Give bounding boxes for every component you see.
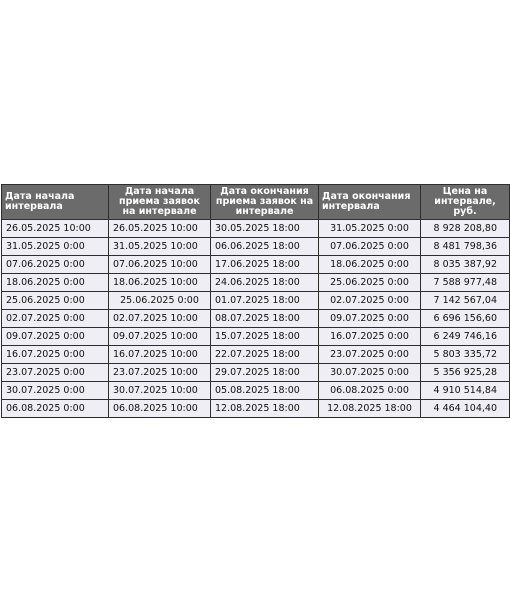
table-row	[2, 364, 510, 382]
cell-interval-price: 8 928 208,80	[421, 220, 510, 238]
header-interval-end: Дата окончания интервала	[319, 185, 421, 220]
table-row	[2, 256, 510, 274]
table-row	[2, 310, 510, 328]
cell-interval-end: 12.08.2025 18:00	[319, 400, 421, 418]
cell-interval-start: 23.07.2025 0:00	[2, 364, 109, 382]
cell-interval-end: 02.07.2025 0:00	[319, 292, 421, 310]
cell-application-end: 06.06.2025 18:00	[211, 238, 319, 256]
cell-interval-end: 25.06.2025 0:00	[319, 274, 421, 292]
cell-application-start: 30.07.2025 10:00	[109, 382, 211, 400]
cell-application-start: 16.07.2025 10:00	[109, 346, 211, 364]
cell-application-end: 29.07.2025 18:00	[211, 364, 319, 382]
table-row	[2, 346, 510, 364]
cell-interval-price: 5 803 335,72	[421, 346, 510, 364]
cell-application-end: 30.05.2025 18:00	[211, 220, 319, 238]
cell-interval-price: 4 464 104,40	[421, 400, 510, 418]
table-body	[2, 220, 510, 418]
header-interval-start: Дата начала интервала	[2, 185, 109, 220]
table-row	[2, 400, 510, 418]
table-header-row	[2, 185, 510, 220]
cell-interval-price: 7 588 977,48	[421, 274, 510, 292]
cell-application-start: 26.05.2025 10:00	[109, 220, 211, 238]
cell-interval-start: 31.05.2025 0:00	[2, 238, 109, 256]
cell-interval-start: 16.07.2025 0:00	[2, 346, 109, 364]
cell-application-start: 09.07.2025 10:00	[109, 328, 211, 346]
cell-application-start: 02.07.2025 10:00	[109, 310, 211, 328]
cell-interval-end: 18.06.2025 0:00	[319, 256, 421, 274]
table-row	[2, 220, 510, 238]
cell-interval-start: 02.07.2025 0:00	[2, 310, 109, 328]
table-row	[2, 328, 510, 346]
cell-interval-start: 09.07.2025 0:00	[2, 328, 109, 346]
table-row	[2, 238, 510, 256]
cell-application-start: 25.06.2025 0:00	[109, 292, 211, 310]
cell-interval-price: 6 696 156,60	[421, 310, 510, 328]
cell-interval-start: 26.05.2025 10:00	[2, 220, 109, 238]
cell-interval-price: 5 356 925,28	[421, 364, 510, 382]
cell-interval-start: 25.06.2025 0:00	[2, 292, 109, 310]
cell-interval-start: 30.07.2025 0:00	[2, 382, 109, 400]
cell-interval-price: 7 142 567,04	[421, 292, 510, 310]
cell-interval-price: 6 249 746,16	[421, 328, 510, 346]
cell-interval-price: 4 910 514,84	[421, 382, 510, 400]
cell-application-end: 12.08.2025 18:00	[211, 400, 319, 418]
cell-application-end: 01.07.2025 18:00	[211, 292, 319, 310]
price-interval-table	[1, 184, 510, 418]
table-row	[2, 292, 510, 310]
cell-application-start: 18.06.2025 10:00	[109, 274, 211, 292]
cell-interval-end: 31.05.2025 0:00	[319, 220, 421, 238]
cell-application-end: 24.06.2025 18:00	[211, 274, 319, 292]
table-row	[2, 382, 510, 400]
cell-interval-start: 06.08.2025 0:00	[2, 400, 109, 418]
cell-application-start: 06.08.2025 10:00	[109, 400, 211, 418]
cell-interval-end: 16.07.2025 0:00	[319, 328, 421, 346]
header-application-end: Дата окончания приема заявок на интервале	[211, 185, 319, 220]
cell-interval-end: 23.07.2025 0:00	[319, 346, 421, 364]
table-row	[2, 274, 510, 292]
cell-interval-price: 8 481 798,36	[421, 238, 510, 256]
cell-interval-start: 18.06.2025 0:00	[2, 274, 109, 292]
header-application-start: Дата начала приема заявок на интервале	[109, 185, 211, 220]
cell-interval-end: 30.07.2025 0:00	[319, 364, 421, 382]
cell-interval-end: 09.07.2025 0:00	[319, 310, 421, 328]
cell-application-start: 31.05.2025 10:00	[109, 238, 211, 256]
cell-application-end: 22.07.2025 18:00	[211, 346, 319, 364]
cell-application-start: 23.07.2025 10:00	[109, 364, 211, 382]
price-interval-table-container	[1, 184, 509, 418]
cell-application-end: 05.08.2025 18:00	[211, 382, 319, 400]
cell-interval-price: 8 035 387,92	[421, 256, 510, 274]
cell-application-end: 17.06.2025 18:00	[211, 256, 319, 274]
header-interval-price: Цена на интервале, руб.	[421, 185, 510, 220]
cell-interval-end: 06.08.2025 0:00	[319, 382, 421, 400]
cell-application-end: 15.07.2025 18:00	[211, 328, 319, 346]
cell-application-start: 07.06.2025 10:00	[109, 256, 211, 274]
cell-interval-end: 07.06.2025 0:00	[319, 238, 421, 256]
cell-interval-start: 07.06.2025 0:00	[2, 256, 109, 274]
cell-application-end: 08.07.2025 18:00	[211, 310, 319, 328]
